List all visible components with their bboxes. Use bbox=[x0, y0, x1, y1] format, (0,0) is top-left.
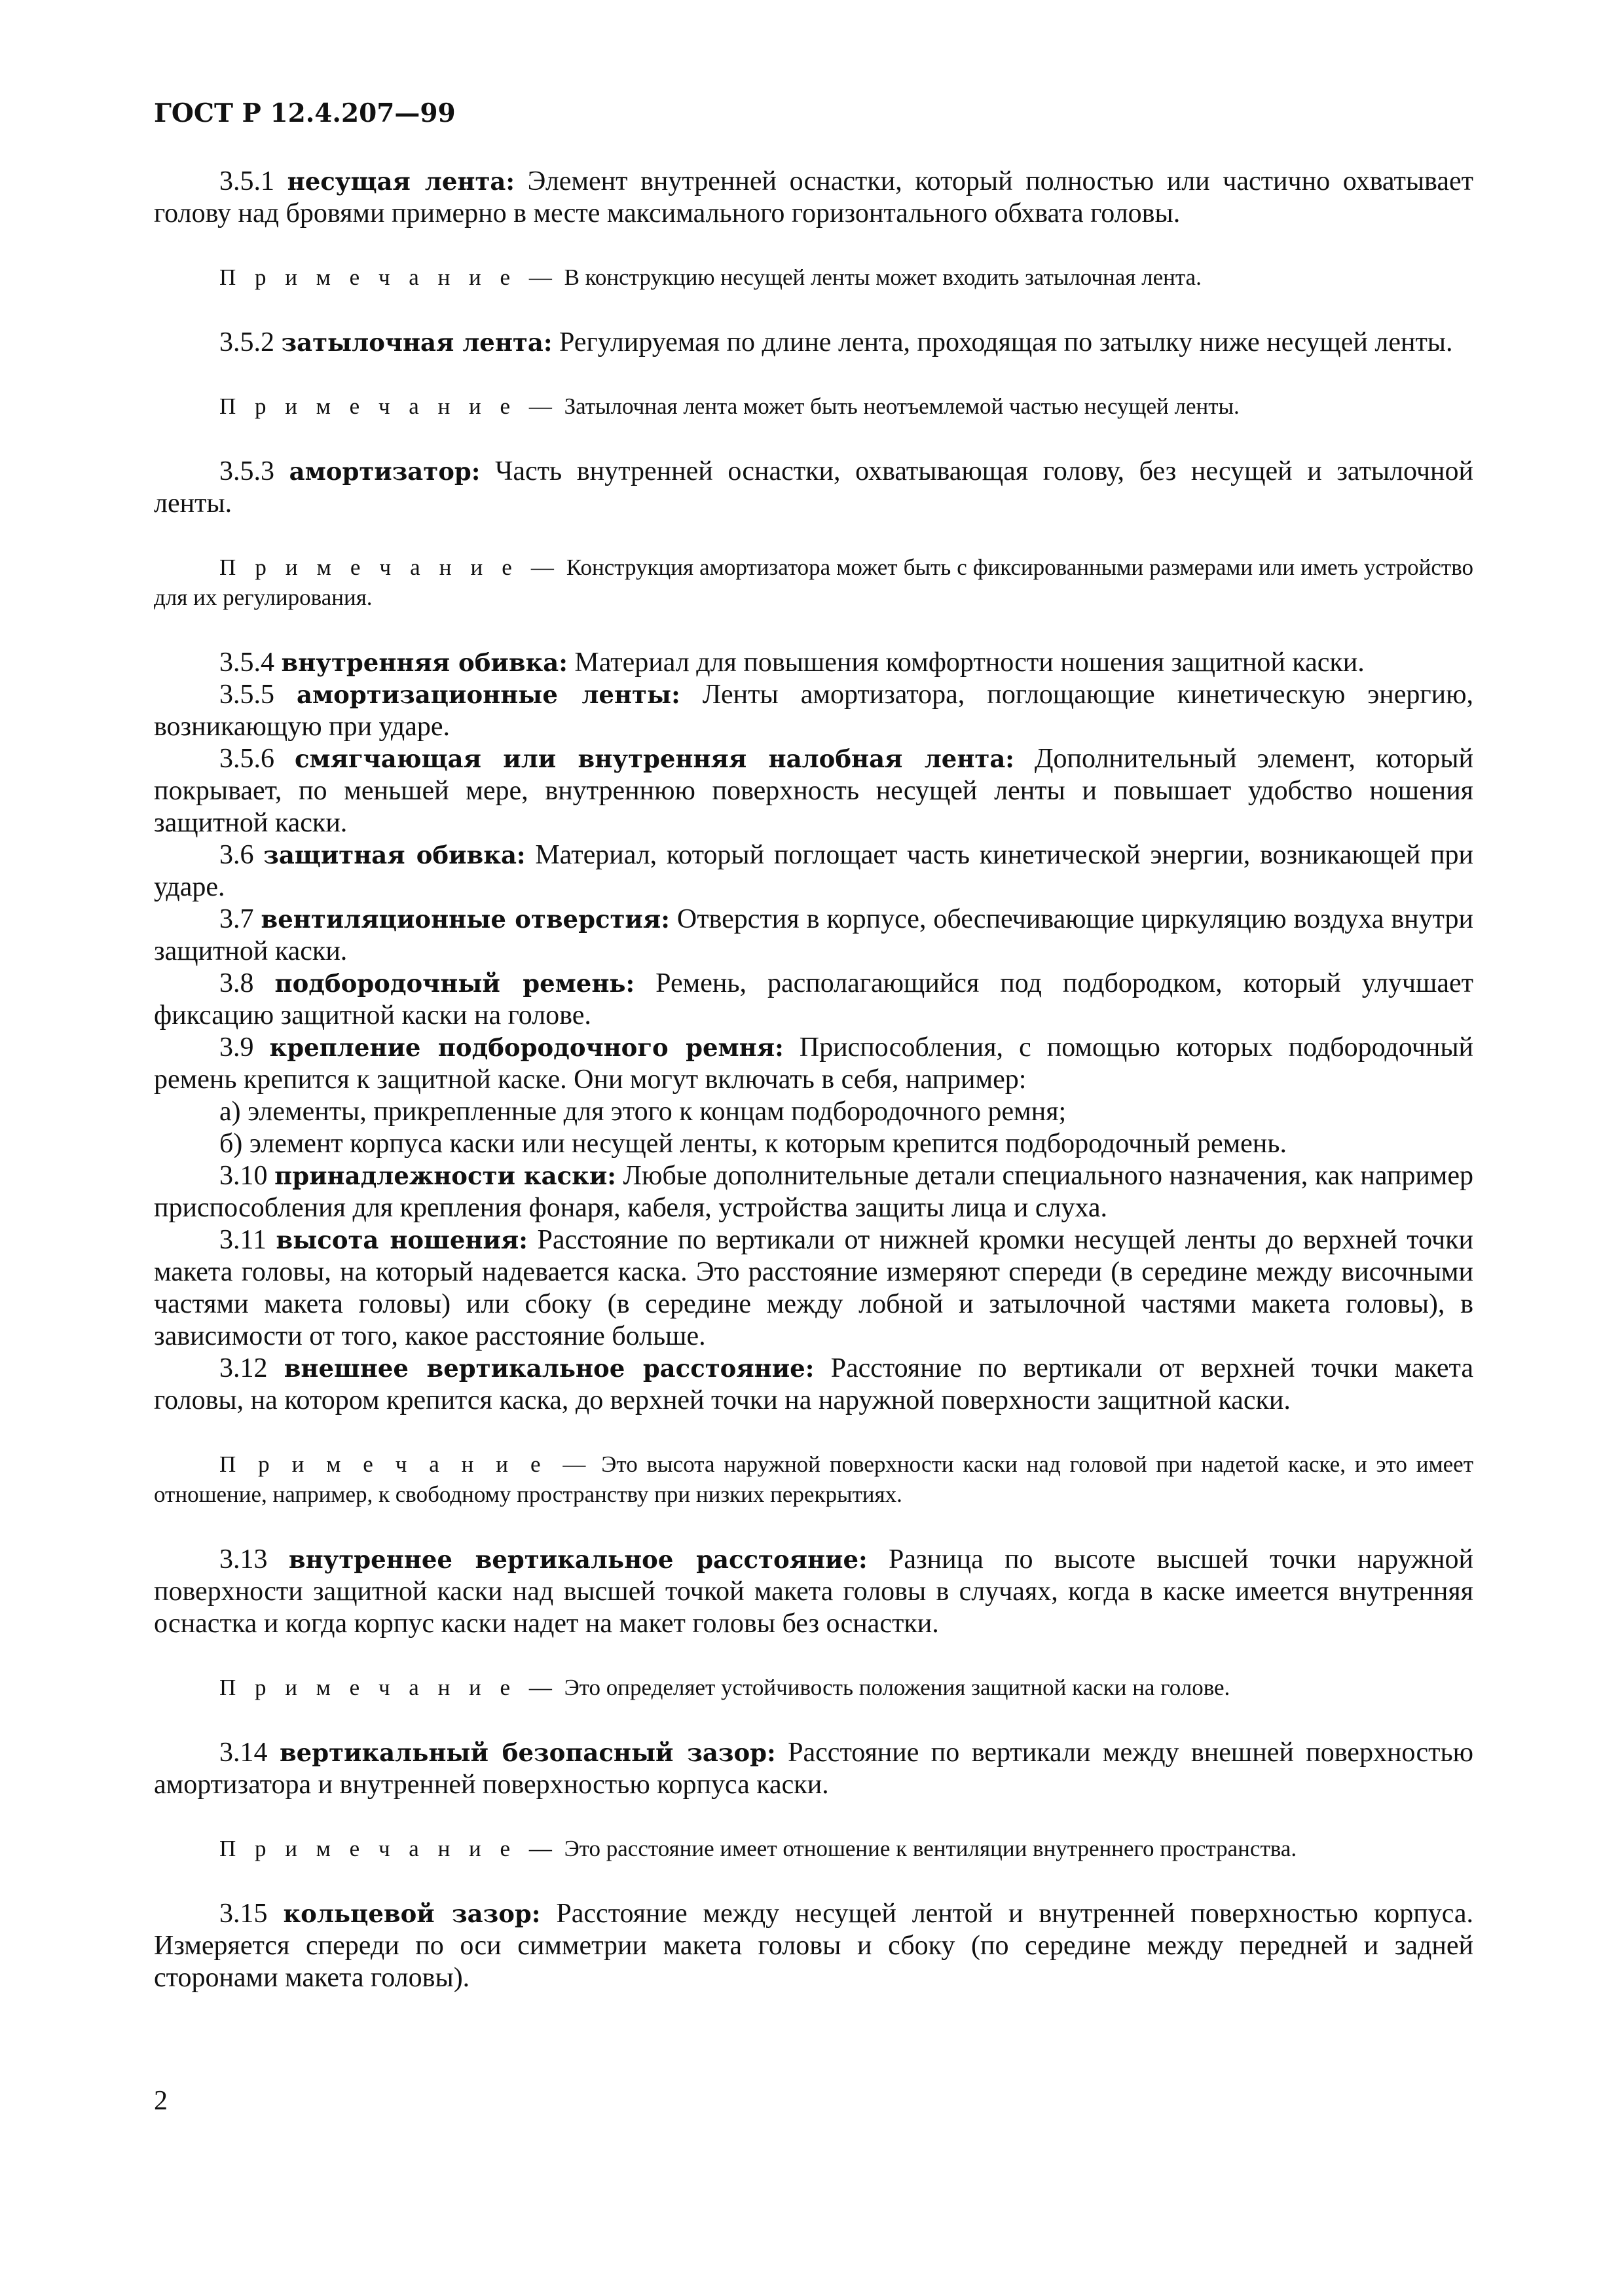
note-label: П р и м е ч а н и е — bbox=[219, 264, 559, 290]
definition-3-5-6 bbox=[154, 743, 1473, 839]
term: подбородочный ремень: bbox=[274, 968, 635, 998]
list-item-a: а) элементы, прикрепленные для этого к концам подбородочного ремня; bbox=[219, 1096, 1067, 1127]
note-text: Это расстояние имеет отношение к вентиляции внутреннего пространства. bbox=[558, 1835, 1297, 1861]
clause-number: 3.5.1 bbox=[219, 166, 274, 196]
definition-text: Ремень, располагающийся под подбородком, который улучшает фиксацию защитной каски на голове. bbox=[154, 968, 1473, 1030]
definition-text: Расстояние по вертикали между внешней поверхностью амортизатора и внутренней поверхностью корпуса каски. bbox=[154, 1737, 1474, 1800]
note-3-5-2 bbox=[154, 392, 1473, 422]
term: вертикальный безопасный зазор: bbox=[279, 1738, 776, 1767]
definition-text: Расстояние по вертикали от нижней кромки несущей ленты до верхней точки макета головы, на который надевается каска. Это расстояние измеряют спереди (в середине между височными частями макета головы) или сбоку (в середине между лобной и затылочной частями макета головы), в зависимости от того, какое расстояние больше. bbox=[154, 1224, 1473, 1351]
clause-number: 3.11 bbox=[219, 1224, 267, 1255]
definition-3-9 bbox=[154, 1032, 1473, 1096]
definition-3-5-5 bbox=[154, 679, 1473, 743]
clause-number: 3.14 bbox=[219, 1737, 268, 1768]
term: кольцевой зазор: bbox=[283, 1899, 541, 1928]
note-text: Это высота наружной поверхности каски над головой при надетой каске, и это имеет отношение, например, к свободному пространству при низких перекрытиях. bbox=[154, 1451, 1473, 1507]
definition-3-6 bbox=[154, 839, 1473, 903]
clause-number: 3.5.6 bbox=[219, 743, 274, 774]
clause-number: 3.5.5 bbox=[219, 679, 274, 710]
definition-3-5-3 bbox=[154, 456, 1473, 520]
note-3-14 bbox=[154, 1834, 1473, 1864]
note-3-5-1 bbox=[154, 263, 1473, 293]
definition-text: Отверстия в корпусе, обеспечивающие циркуляцию воздуха внутри защитной каски. bbox=[154, 903, 1473, 966]
definition-text: Расстояние по вертикали от верхней точки макета головы, на котором крепится каска, до верхней точки на наружной поверхности защитной каски. bbox=[154, 1353, 1473, 1415]
definition-3-5-1 bbox=[154, 166, 1473, 230]
note-label: П р и м е ч а н и е — bbox=[219, 393, 559, 419]
definition-text: Элемент внутренней оснастки, который полностью или частично охватывает голову над бровями примерно в месте максимального горизонтального обхвата головы. bbox=[154, 166, 1473, 228]
definition-text: Ленты амортизатора, поглощающие кинетическую энергию, возникающую при ударе. bbox=[154, 679, 1473, 742]
term: смягчающая или внутренняя налобная лента: bbox=[294, 744, 1014, 773]
clause-number: 3.12 bbox=[219, 1353, 268, 1383]
note-label: П р и м е ч а н и е — bbox=[219, 554, 561, 580]
clause-number: 3.15 bbox=[219, 1898, 268, 1929]
clause-number: 3.8 bbox=[219, 968, 254, 998]
clause-number: 3.13 bbox=[219, 1544, 268, 1575]
definition-3-14 bbox=[154, 1737, 1473, 1801]
definition-3-10 bbox=[154, 1160, 1473, 1224]
clause-number: 3.10 bbox=[219, 1160, 268, 1191]
term: внутренняя обивка: bbox=[281, 647, 568, 677]
note-text: Затылочная лента может быть неотъемлемой частью несущей ленты. bbox=[558, 393, 1240, 419]
term: несущая лента: bbox=[287, 166, 515, 196]
term: крепление подбородочного ремня: bbox=[269, 1032, 784, 1062]
term: амортизатор: bbox=[289, 456, 481, 486]
note-label: П р и м е ч а н и е — bbox=[219, 1674, 559, 1700]
document-code-header: ГОСТ Р 12.4.207—99 bbox=[154, 98, 456, 128]
document-page bbox=[154, 98, 1473, 1994]
definition-3-12 bbox=[154, 1353, 1473, 1417]
term: высота ношения: bbox=[276, 1225, 528, 1254]
term: принадлежности каски: bbox=[274, 1161, 616, 1190]
note-label: П р и м е ч а н и е — bbox=[219, 1835, 559, 1861]
definition-text: Материал, который поглощает часть кинетической энергии, возникающей при ударе. bbox=[154, 839, 1474, 902]
definition-text: Разница по высоте высшей точки наружной поверхности защитной каски над высшей точкой макета головы в случаях, когда в каске имеется внутренняя оснастка и когда корпус каски надет на макет головы без оснастки. bbox=[154, 1544, 1474, 1639]
clause-number: 3.7 bbox=[219, 903, 254, 934]
note-3-5-3 bbox=[154, 553, 1473, 613]
note-text: Это определяет устойчивость положения защитной каски на голове. bbox=[558, 1674, 1230, 1700]
definition-3-7 bbox=[154, 903, 1473, 968]
clause-number: 3.6 bbox=[219, 839, 254, 870]
term: защитная обивка: bbox=[263, 840, 526, 869]
note-3-12 bbox=[154, 1449, 1473, 1510]
clause-number: 3.5.4 bbox=[219, 647, 274, 678]
definition-3-15 bbox=[154, 1898, 1473, 1994]
definition-text: Расстояние между несущей лентой и внутренней поверхностью корпуса. Измеряется спереди по оси симметрии макета головы и сбоку (по середине между передней и задней сторонами макета головы). bbox=[154, 1898, 1473, 1993]
term: внешнее вертикальное расстояние: bbox=[284, 1353, 815, 1383]
definition-3-5-4 bbox=[154, 647, 1473, 679]
definition-3-11 bbox=[154, 1224, 1473, 1353]
definition-text: Любые дополнительные детали специального назначения, как например приспособления для крепления фонаря, кабеля, устройства защиты лица и слуха. bbox=[154, 1160, 1474, 1223]
note-label: П р и м е ч а н и е — bbox=[219, 1451, 593, 1477]
page-number: 2 bbox=[154, 2086, 168, 2116]
note-text: В конструкцию несущей ленты может входить затылочная лента. bbox=[558, 264, 1202, 290]
definition-text: Материал для повышения комфортности ношения защитной каски. bbox=[567, 647, 1365, 678]
definition-3-5-2 bbox=[154, 327, 1473, 359]
term: затылочная лента: bbox=[281, 327, 553, 357]
list-item-b: б) элемент корпуса каски или несущей ленты, к которым крепится подбородочный ремень. bbox=[219, 1128, 1287, 1159]
definition-3-8 bbox=[154, 968, 1473, 1032]
definition-3-13 bbox=[154, 1544, 1473, 1640]
term: вентиляционные отверстия: bbox=[261, 904, 670, 934]
note-text: Конструкция амортизатора может быть с фиксированными размерами или иметь устройство для их регулирования. bbox=[154, 554, 1473, 610]
definition-text: Регулируемая по длине лента, проходящая по затылку ниже несущей ленты. bbox=[552, 327, 1453, 357]
clause-number: 3.5.3 bbox=[219, 456, 274, 486]
note-3-13 bbox=[154, 1673, 1473, 1703]
term: внутреннее вертикальное расстояние: bbox=[288, 1544, 868, 1574]
clause-number: 3.9 bbox=[219, 1032, 254, 1063]
definition-text: Дополнительный элемент, который покрывает, по меньшей мере, внутреннюю поверхность несущей ленты и повышает удобство ношения защитной каски. bbox=[154, 743, 1473, 838]
term: амортизационные ленты: bbox=[297, 680, 680, 709]
clause-number: 3.5.2 bbox=[219, 327, 274, 357]
definition-text: Приспособления, с помощью которых подбородочный ремень крепится к защитной каске. Они могут включать в себя, например: bbox=[154, 1032, 1474, 1095]
definition-text: Часть внутренней оснастки, охватывающая голову, без несущей и затылочной ленты. bbox=[154, 456, 1474, 519]
